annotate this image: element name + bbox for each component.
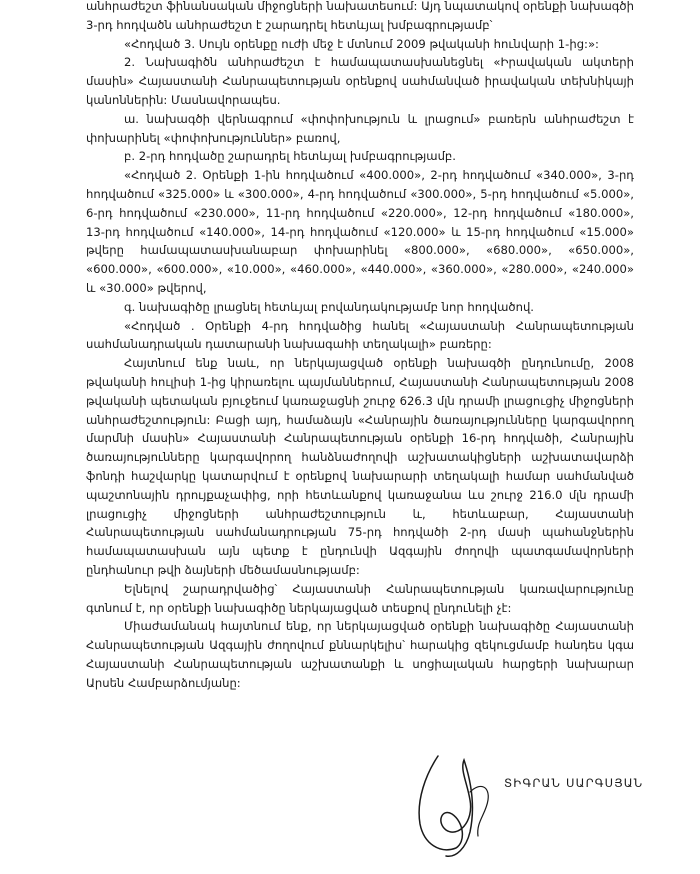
paragraph-conclusion: Ելնելով շարադրվածից՝ Հայաստանի Հանրապետության կառավարությունը գտնում է, որ օրենքի նախագիծը ներկայացված տեսքով ընդունելի չէ: xyxy=(86,581,634,615)
paragraph-point-2: 2. Նախագիծն անհրաժեշտ է համապատասխանեցնել «Իրավական ակտերի մասին» Հայաստանի Հանրապետության օրենքով սահմանված իրավական տեխնիկայի կանոններին: Մասնավորապես. xyxy=(86,55,634,107)
paragraph-continuation: անհրաժեշտ ֆինանսական միջոցների նախատեսում: Այդ նպատակով օրենքի նախագծի 3-րդ հոդվածն անհրաժեշտ է շարադրել հետևյալ խմբագրությամբ՝ xyxy=(86,0,634,32)
paragraph-subpoint-b: բ. 2-րդ հոդվածը շարադրել հետևյալ խմբագրությամբ. xyxy=(124,149,456,164)
paragraph-speaker: Միաժամանակ հայտնում ենք, որ ներկայացված օրենքի նախագիծը Հայաստանի Հանրապետության Ազգային ժողովում քննարկելիս՝ հարակից զեկուցմամբ հանդես կգա Հայաստանի Հանրապետության աշխատանքի և սոցիալական հարցերի նախարար Արսեն Համբարձումյանը: xyxy=(86,619,634,690)
document-body xyxy=(86,0,634,692)
handwritten-signature-icon xyxy=(400,752,530,862)
signer-name: ՏԻԳՐԱՆ ՍԱՐԳՍՅԱՆ xyxy=(504,776,644,790)
paragraph-financial-impact: Հայտնում ենք նաև, որ ներկայացված օրենքի նախագծի ընդունումը, 2008 թվականի հուլիսի 1-ից կիրառելու պայմաններում, Հայաստանի Հանրապետության 2008 թվականի պետական բյուջեում կառաջացնի շուրջ 626.3 մլն դրամի լրացուցիչ միջոցների անհրաժեշտություն: Բացի այդ, համաձայն «Հանրային ծառայությունները կարգավորող մարմնի մասին» Հայաստանի Հանրապետության օրենքի 16-րդ հոդվածի, Հանրային ծառայությունները կարգավորող հանձնաժողովի աշխատակիցների աշխատավարձի ֆոնդի հաշվարկը կատարվում է օրենքով նախարարի տեղակալի համար սահմանված պաշտոնային դրույքաչափից, որի հետևանքով կառաջանա ևս շուրջ 216.0 մլն դրամի լրացուցիչ միջոցների անհրաժեշտություն և, հետևաբար, Հայաստանի Հանրապետության սահմանադրության 75-րդ հոդվածի 2-րդ մասի պահանջներին համապատասխան այն պետք է ընդունվի Ազգային ժողովի պատգամավորների ընդհանուր թվի ձայների մեծամասնությամբ: xyxy=(86,356,634,577)
paragraph-new-article-quote: «Հոդված . Օրենքի 4-րդ հոդվածից հանել «Հայաստանի Հանրապետության սահմանադրական դատարանի նախագահի տեղակալի» բառերը: xyxy=(86,318,634,352)
paragraph-subpoint-a: ա. նախագծի վերնագրում «փոփոխություն և լրացում» բառերն անհրաժեշտ է փոխարինել «փոփոխություններ» բառով, xyxy=(86,111,634,145)
signature-block xyxy=(400,752,644,862)
paragraph-article-2-quote: «Հոդված 2. Օրենքի 1-ին հոդվածում «400.000», 2-րդ հոդվածում «340.000», 3-րդ հոդվածում «325.000» և «300.000», 4-րդ հոդվածում «300.000», 5-րդ հոդվածում «5.000», 6-րդ հոդվածում «230.000», 11-րդ հոդվածում «220.000», 12-րդ հոդվածում «180.000», 13-րդ հոդվածում «140.000», 14-րդ հոդվածում «120.000» և 15-րդ հոդվածում «15.000» թվերը համապատասխանաբար փոխարինել «800.000», «680.000», «650.000», «600.000», «600.000», «10.000», «460.000», «440.000», «360.000», «280.000», «240.000» և «30.000» թվերով, xyxy=(86,168,634,295)
paragraph-article-3-quote: «Հոդված 3. Սույն օրենքը ուժի մեջ է մտնում 2009 թվականի հունվարի 1-ից:»: xyxy=(124,36,599,51)
paragraph-subpoint-c: գ. նախագիծը լրացնել հետևյալ բովանդակությամբ նոր հոդվածով. xyxy=(124,299,534,314)
